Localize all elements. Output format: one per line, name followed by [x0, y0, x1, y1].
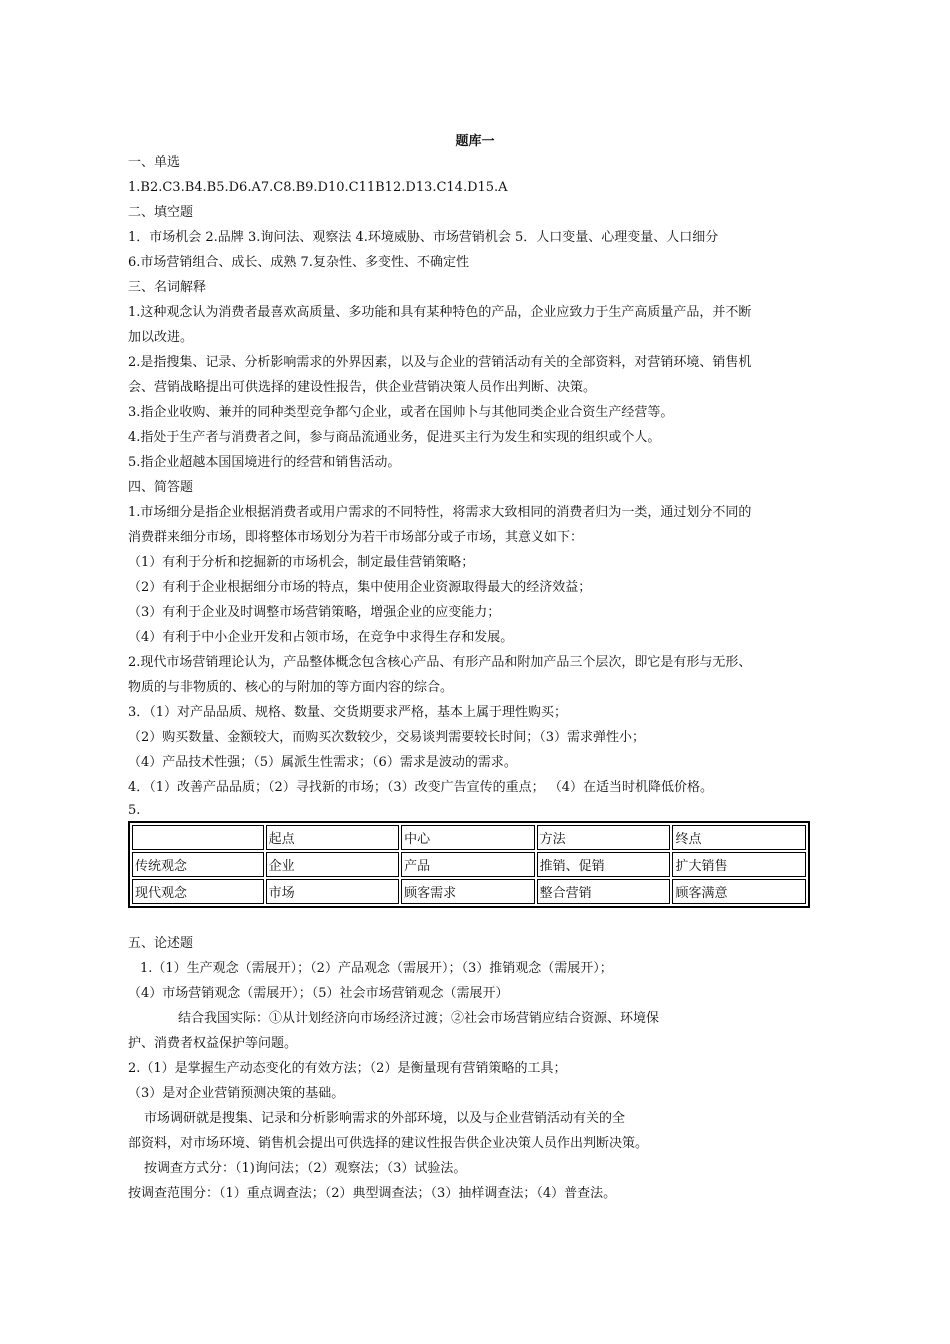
answer-line: 2.（1）是掌握生产动态变化的有效方法；（2）是衡量现有营销策略的工具；: [128, 1061, 567, 1076]
answer-line: 1.市场细分是指企业根据消费者或用户需求的不同特性，将需求大致相同的消费者归为一类，通过划分不同的: [128, 505, 752, 520]
answer-line: 2.是指搜集、记录、分析影响需求的外界因素，以及与企业的营销活动有关的全部资料，对营销环境、销售机: [128, 355, 752, 370]
answer-line: 加以改进。: [128, 330, 194, 345]
answer-line: 消费群来细分市场，即将整体市场划分为若干市场部分或子市场，其意义如下：: [128, 530, 584, 545]
answer-line: 5.指企业超越本国国境进行的经营和销售活动。: [128, 455, 401, 470]
table-cell: 市场: [266, 879, 400, 904]
answer-line: 3．（1）对产品品质、规格、数量、交货期要求严格，基本上属于理性购买；: [128, 705, 568, 720]
answer-line: 按调查范围分：（1）重点调查法；（2）典型调查法；（3）抽样调查法；（4）普查法。: [128, 1186, 617, 1201]
answer-line: 1.这种观念认为消费者最喜欢高质量、多功能和具有某种特色的产品，企业应致力于生产高质量产品，并不断: [128, 305, 752, 320]
answer-line: （3）有利于企业及时调整市场营销策略，增强企业的应变能力；: [128, 605, 501, 620]
answer-line: 市场调研就是搜集、记录和分析影响需求的外部环境，以及与企业营销活动有关的全: [144, 1111, 626, 1126]
comparison-table: [128, 821, 810, 908]
answer-line: 2.现代市场营销理论认为，产品整体概念包含核心产品、有形产品和附加产品三个层次，即它是有形与无形、: [128, 655, 752, 670]
table-row: [132, 879, 806, 904]
table-cell: 整合营销: [537, 879, 671, 904]
answer-line: （4）产品技术性强；（5）属派生性需求；（6）需求是波动的需求。: [128, 755, 517, 770]
answer-line: 会、营销战略提出可供选择的建设性报告，供企业营销决策人员作出判断、决策。: [128, 380, 597, 395]
table-cell: 传统观念: [132, 852, 264, 877]
table-row: [132, 852, 806, 877]
table-cell: 企业: [266, 852, 400, 877]
table-cell: 顾客需求: [401, 879, 535, 904]
table-cell: 顾客满意: [672, 879, 806, 904]
answer-line: 物质的与非物质的、核心的与附加的等方面内容的综合。: [128, 680, 454, 695]
answer-line: 6.市场营销组合、成长、成熟 7.复杂性、多变性、不确定性: [128, 255, 469, 270]
answer-line: 4．（1）改善产品品质；（2）寻找新的市场；（3）改变广告宣传的重点； （4）在适当时机降低价格。: [128, 780, 713, 795]
answer-line: （4）有利于中小企业开发和占领市场，在竞争中求得生存和发展。: [128, 630, 514, 645]
section-heading-essay: 五、论述题: [128, 936, 194, 951]
answer-line: 3.指企业收购、兼并的同种类型竞争都勺企业，或者在国帅卜与其他同类企业合资生产经营等。: [128, 405, 674, 420]
section-heading-fill-blank: 二、填空题: [128, 205, 194, 220]
answer-line: （1）有利于分析和挖掘新的市场机会，制定最佳营销策略；: [128, 555, 475, 570]
answer-line: （2）有利于企业根据细分市场的特点，集中使用企业资源取得最大的经济效益；: [128, 580, 592, 595]
table-header-cell: 方法: [537, 825, 671, 850]
answer-line: 1.B2.C3.B4.B5.D6.A7.C8.B9.D10.C11B12.D13.C14.D15.A: [128, 180, 508, 195]
section-heading-terms: 三、名词解释: [128, 280, 207, 295]
table-header-row: [132, 825, 806, 850]
table-cell: 扩大销售: [672, 852, 806, 877]
table-cell: 产品: [401, 852, 535, 877]
answer-line: 1.（1）生产观念（需展开）；（2）产品观念（需展开）；（3）推销观念（需展开）；: [140, 961, 613, 976]
table-cell: 推销、促销: [537, 852, 671, 877]
answer-line: 5.: [128, 803, 141, 818]
answer-line: 1．市场机会 2.品牌 3.询问法、观察法 4.环境威胁、市场营销机会 5．人口变量、心理变量、人口细分: [128, 230, 719, 245]
answer-line: （4）市场营销观念（需展开）；（5）社会市场营销观念（需展开）: [128, 986, 509, 1001]
table-header-cell: 中心: [401, 825, 535, 850]
answer-line: 护、消费者权益保护等问题。: [128, 1036, 298, 1051]
section-heading-single-choice: 一、单选: [128, 155, 181, 170]
table-header-cell: 终点: [672, 825, 806, 850]
answer-line: 结合我国实际：①从计划经济向市场经济过渡；②社会市场营销应结合资源、环境保: [178, 1011, 660, 1026]
table-header-cell: 起点: [266, 825, 400, 850]
section-heading-short-answer: 四、简答题: [128, 480, 194, 495]
answer-line: （2）购买数量、金额较大，而购买次数较少，交易谈判需要较长时间；（3）需求弹性小；: [128, 730, 646, 745]
answer-line: 按调查方式分：（1)询问法；（2）观察法；（3）试验法。: [144, 1161, 467, 1176]
table-cell: [132, 825, 264, 850]
answer-line: （3）是对企业营销预测决策的基础。: [128, 1086, 345, 1101]
answer-line: 4.指处于生产者与消费者之间，参与商品流通业务，促进买主行为发生和实现的组织或个人。: [128, 430, 661, 445]
table-cell: 现代观念: [132, 879, 264, 904]
page-title: 题库一: [455, 134, 495, 149]
answer-line: 部资料，对市场环境、销售机会提出可供选择的建议性报告供企业决策人员作出判断决策。: [128, 1136, 649, 1151]
